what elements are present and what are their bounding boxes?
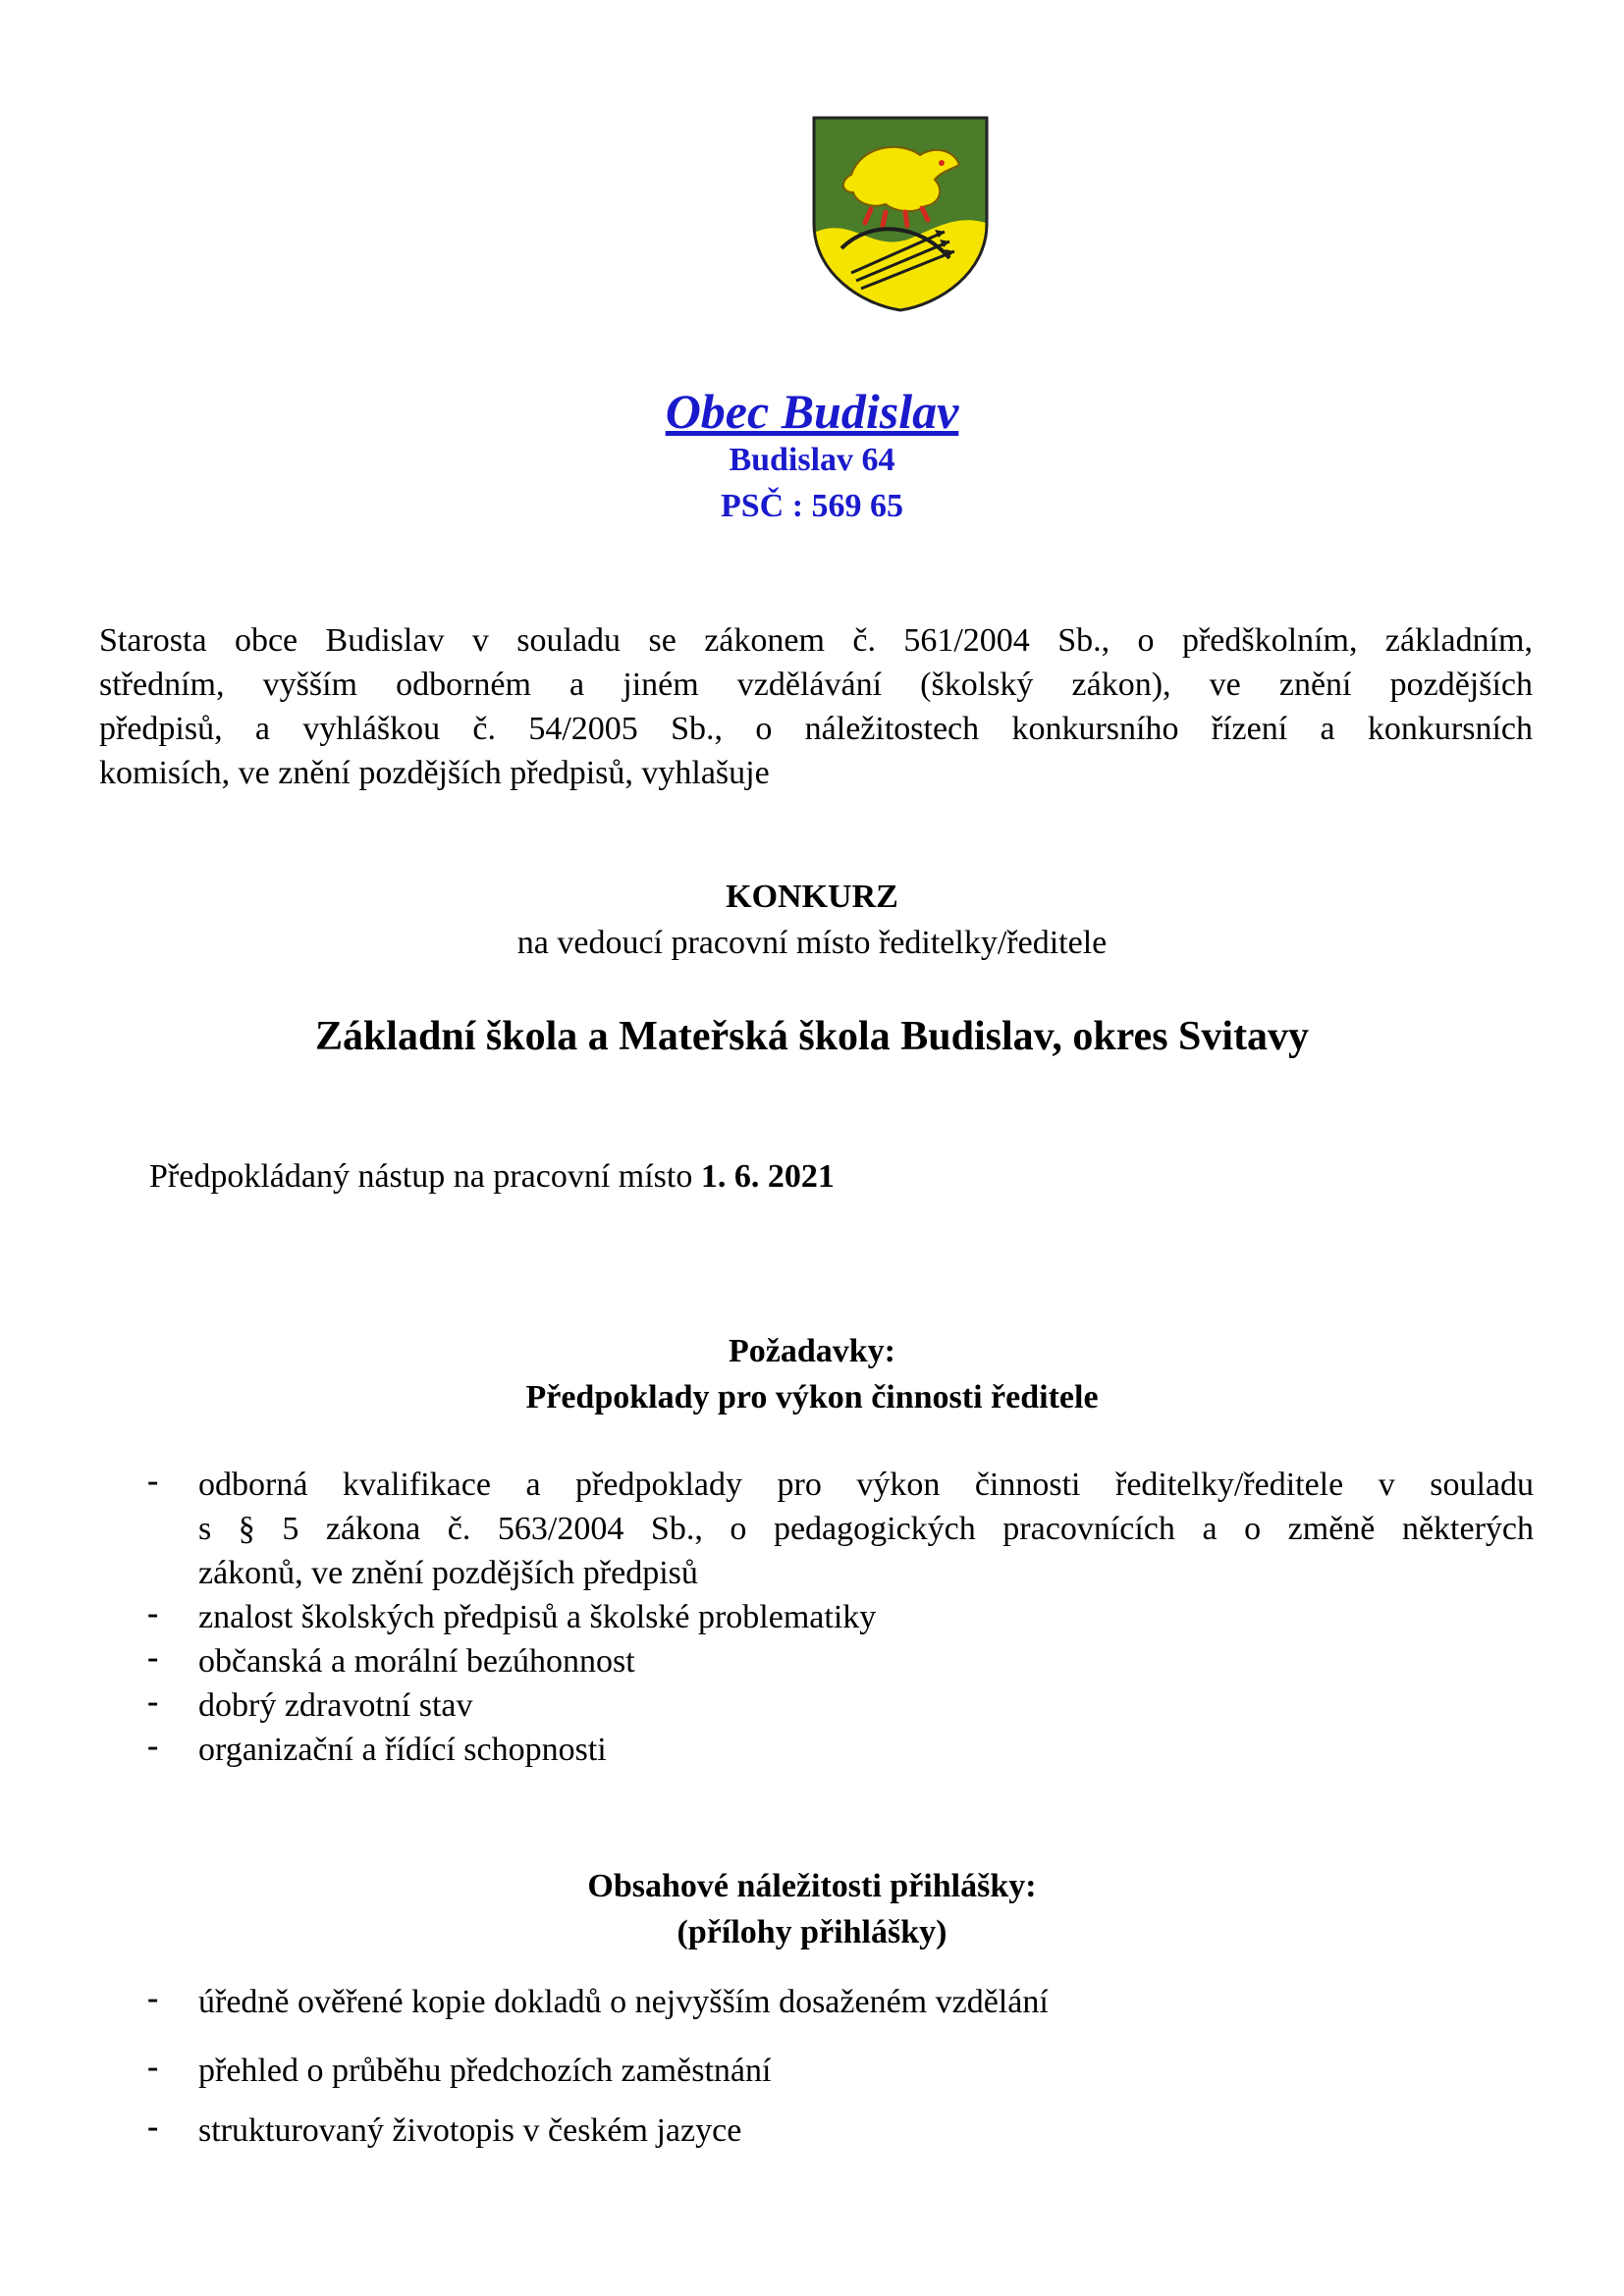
start-date-label: Předpokládaný nástup na pracovní místo <box>149 1158 693 1195</box>
announcement-subheading: na vedoucí pracovní místo ředitelky/ředitele <box>516 925 1108 961</box>
bullet-dash: - <box>147 1463 159 1499</box>
municipality-name-link[interactable]: Obec Budislav <box>665 384 959 439</box>
intro-line: Starosta obce Budislav v souladu se zákonem č. 561/2004 Sb., o předškolním, základním, <box>99 622 1533 659</box>
application-heading: Obsahové náležitosti přihlášky: <box>587 1868 1037 1904</box>
bullet-dash: - <box>147 1595 159 1631</box>
bullet-dash: - <box>147 2109 159 2145</box>
intro-line: středním, vyšším odborném a jiném vzdělávání (školský zákon), ve znění pozdějších <box>99 667 1533 703</box>
list-item-text <box>198 1463 1534 1595</box>
requirements-heading: Požadavky: <box>729 1333 895 1369</box>
list-item-line: zákonů, ve znění pozdějších předpisů <box>198 1555 698 1591</box>
municipality-address: Budislav 64 <box>729 442 895 478</box>
bullet-dash: - <box>147 1980 159 2016</box>
school-name: Základní škola a Mateřská škola Budislav, okres Svitavy <box>314 1014 1310 1059</box>
list-item-text: znalost školských předpisů a školské problematiky <box>198 1599 877 1635</box>
list-item-text: přehled o průběhu předchozích zaměstnání <box>198 2053 772 2089</box>
list-item-line: odborná kvalifikace a předpoklady pro výkon činnosti ředitelky/ředitele v souladu <box>198 1467 1534 1503</box>
list-item-text: organizační a řídící schopnosti <box>198 1732 607 1768</box>
start-date-line <box>149 1158 835 1196</box>
bullet-dash: - <box>147 1683 159 1720</box>
list-item-text: dobrý zdravotní stav <box>198 1687 473 1724</box>
bullet-dash: - <box>147 1728 159 1764</box>
list-item-text: úředně ověřené kopie dokladů o nejvyšším dosaženém vzdělání <box>198 1984 1049 2020</box>
coat-of-arms-emblem <box>812 116 989 312</box>
bullet-dash: - <box>147 2049 159 2085</box>
intro-line: komisích, ve znění pozdějších předpisů, vyhlašuje <box>99 755 770 791</box>
bullet-dash: - <box>147 1639 159 1676</box>
start-date-value: 1. 6. 2021 <box>700 1158 835 1195</box>
requirements-subheading: Předpoklady pro výkon činnosti ředitele <box>525 1379 1099 1415</box>
announcement-heading: KONKURZ <box>726 879 898 915</box>
application-subheading: (přílohy přihlášky) <box>677 1914 947 1950</box>
intro-line: předpisů, a vyhláškou č. 54/2005 Sb., o náležitostech konkursního řízení a konkursních <box>99 711 1533 747</box>
municipality-postal-code: PSČ : 569 65 <box>720 488 904 524</box>
list-item-text: strukturovaný životopis v českém jazyce <box>198 2112 742 2149</box>
intro-paragraph <box>99 618 1533 795</box>
list-item-line: s § 5 zákona č. 563/2004 Sb., o pedagogických pracovnících a o změně některých <box>198 1511 1534 1547</box>
list-item-text: občanská a morální bezúhonnost <box>198 1643 635 1680</box>
